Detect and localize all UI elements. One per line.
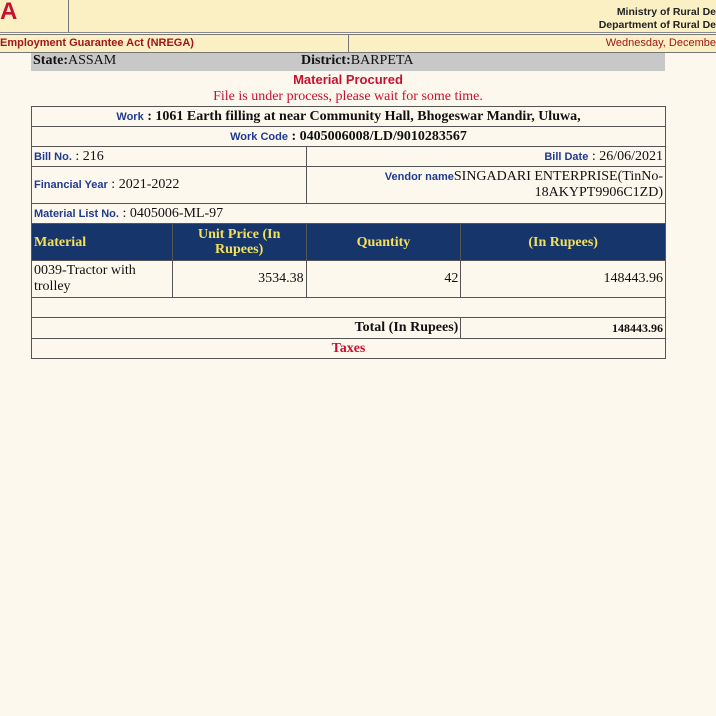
work-code-row — [32, 127, 666, 147]
cell-quantity: 42 — [306, 261, 461, 298]
empty-cell — [32, 298, 666, 318]
district — [301, 53, 413, 69]
sub-header — [0, 34, 716, 53]
total-label: Total (In Rupees) — [32, 318, 461, 339]
bill-no-value: 216 — [82, 148, 104, 164]
bill-row — [32, 147, 666, 167]
state-label: State: — [33, 53, 68, 68]
act-name: Employment Guarantee Act (NREGA) — [0, 37, 194, 49]
material-list-cell: Material List No. : 0405006-ML-97 — [32, 204, 666, 224]
work-label: Work — [116, 110, 144, 123]
cell-material: 0039-Tractor with trolley — [32, 261, 173, 298]
material-list-value: 0405006-ML-97 — [129, 205, 224, 221]
cell-unit-price: 3534.38 — [172, 261, 306, 298]
fy-value: 2021-2022 — [118, 177, 180, 192]
header-quantity: Quantity — [306, 224, 461, 261]
page-title: Material Procured — [293, 72, 403, 87]
work-code-cell: Work Code : 0405006008/LD/9010283567 — [32, 127, 666, 147]
ministry-name: Ministry of Rural De — [616, 6, 716, 18]
table-row — [32, 261, 666, 298]
fy-label: Financial Year — [34, 179, 108, 191]
total-value: 148443.96 — [461, 318, 666, 339]
material-list-label: Material List No. — [34, 207, 119, 220]
vendor-label: Vendor name — [384, 171, 454, 183]
total-row — [32, 318, 666, 339]
table-header-row — [32, 224, 666, 261]
work-code-label: Work Code — [230, 130, 288, 143]
taxes-label: Taxes — [32, 339, 666, 359]
processing-message: File is under process, please wait for some time. — [213, 89, 483, 104]
ministry-block — [599, 0, 716, 32]
top-header — [0, 0, 716, 33]
state — [33, 53, 116, 69]
logo: A — [0, 0, 69, 32]
header-amount: (In Rupees) — [461, 224, 666, 261]
bill-no-label: Bill No. — [34, 150, 72, 163]
empty-row — [32, 298, 666, 318]
fy-cell: Financial Year : 2021-2022 — [32, 167, 307, 204]
work-value: 1061 Earth filling at near Community Hall, Bhogeswar Mandir, Uluwa, — [155, 108, 581, 124]
header-unit-price: Unit Price (In Rupees) — [172, 224, 306, 261]
bill-date-cell: Bill Date : 26/06/2021 — [306, 147, 665, 167]
vendor-cell — [306, 167, 665, 204]
material-table — [31, 106, 666, 359]
cell-amount: 148443.96 — [461, 261, 666, 298]
district-value: BARPETA — [350, 53, 414, 68]
material-list-row — [32, 204, 666, 224]
vendor-value: SINGADARI ENTERPRISE(TinNo-18AKYPT9906C1ZD) — [453, 169, 663, 200]
district-label: District: — [301, 53, 351, 68]
bill-no-cell: Bill No. : 216 — [32, 147, 307, 167]
current-date: Wednesday, Decembe — [605, 37, 716, 49]
work-code-value: 0405006008/LD/9010283567 — [299, 128, 467, 144]
taxes-row — [32, 339, 666, 359]
location-bar — [31, 53, 665, 71]
bill-date-label: Bill Date — [544, 150, 589, 163]
department-name: Department of Rural De — [598, 19, 716, 31]
fy-vendor-row — [32, 167, 666, 204]
work-row — [32, 107, 666, 127]
header-material: Material — [32, 224, 173, 261]
bill-date-value: 26/06/2021 — [599, 148, 663, 164]
divider — [348, 35, 349, 52]
state-value: ASSAM — [68, 53, 117, 68]
work-cell: Work : 1061 Earth filling at near Community Hall, Bhogeswar Mandir, Uluwa, — [32, 107, 666, 127]
